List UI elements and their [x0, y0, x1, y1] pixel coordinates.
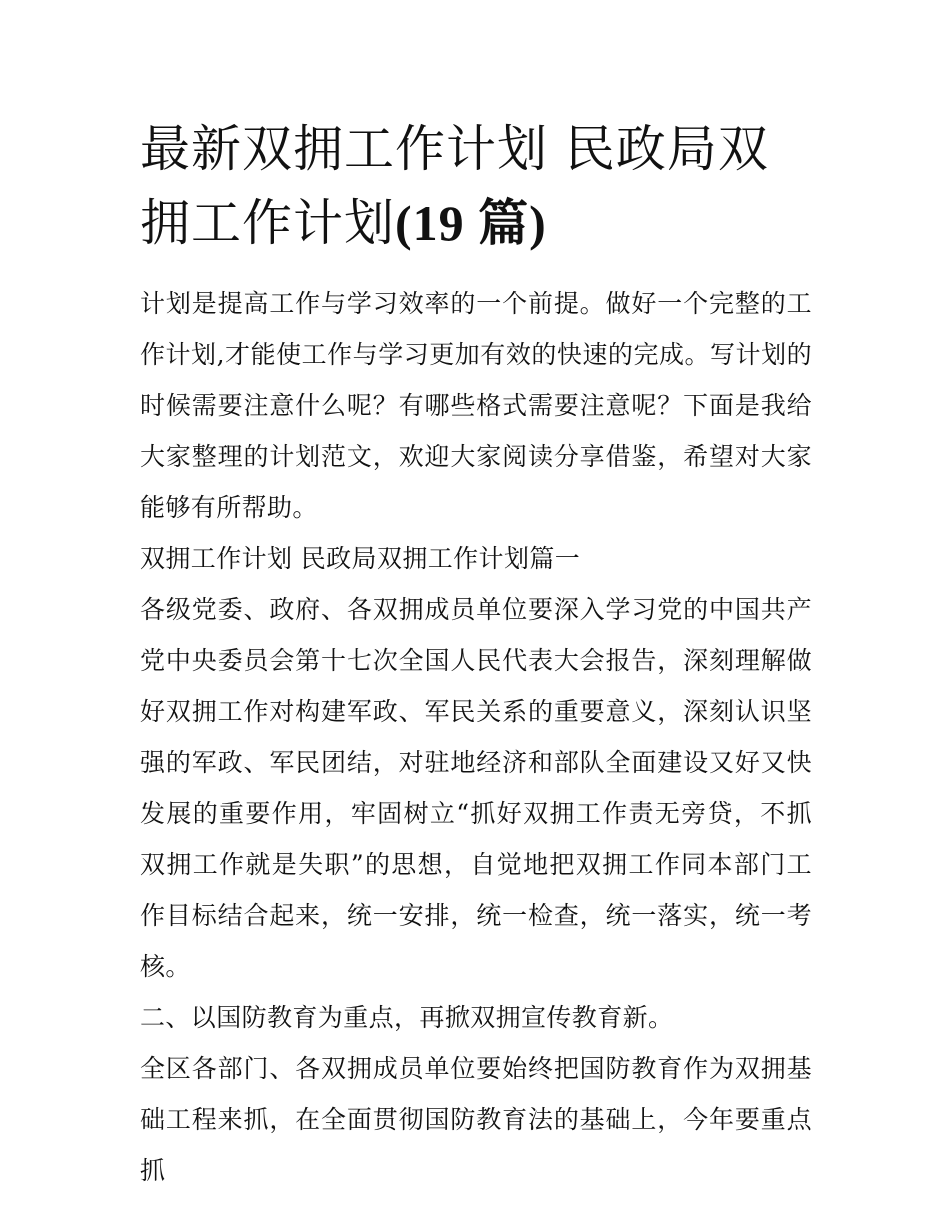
title-text: 最新双拥工作计划 民政局双拥工作计划 [140, 120, 769, 252]
section-heading-two: 二、以国防教育为重点，再掀双拥宣传教育新。 [140, 1003, 674, 1032]
section-heading-one: 双拥工作计划 民政局双拥工作计划篇一 [140, 544, 581, 573]
body-paragraph: 全区各部门、各双拥成员单位要始终把国防教育作为双拥基础工程来抓，在全面贯彻国防教育法的基础上，今年要重点抓 [140, 1054, 812, 1185]
document-body [140, 278, 812, 1196]
body-paragraph: 各级党委、政府、各双拥成员单位要深入学习党的中国共产党中央委员会第十七次全国人民代表大会报告，深刻理解做好双拥工作对构建军政、军民关系的重要意义，深刻认识坚强的军政、军民团结，对驻地经济和部队全面建设又好又快发展的重要作用，牢固树立“抓好双拥工作责无旁贷，不抓双拥工作就是失职”的思想，自觉地把双拥工作同本部门工作目标结合起来，统一安排，统一检查，统一落实，统一考核。 [140, 595, 812, 981]
document-content [140, 112, 812, 1196]
document-title [140, 112, 812, 260]
title-suffix: (19 篇) [395, 195, 547, 251]
intro-paragraph: 计划是提高工作与学习效率的一个前提。做好一个完整的工作计划,才能使工作与学习更加有效的快速的完成。写计划的时候需要注意什么呢？有哪些格式需要注意呢？下面是我给大家整理的计划范文，欢迎大家阅读分享借鉴，希望对大家能够有所帮助。 [140, 289, 812, 522]
